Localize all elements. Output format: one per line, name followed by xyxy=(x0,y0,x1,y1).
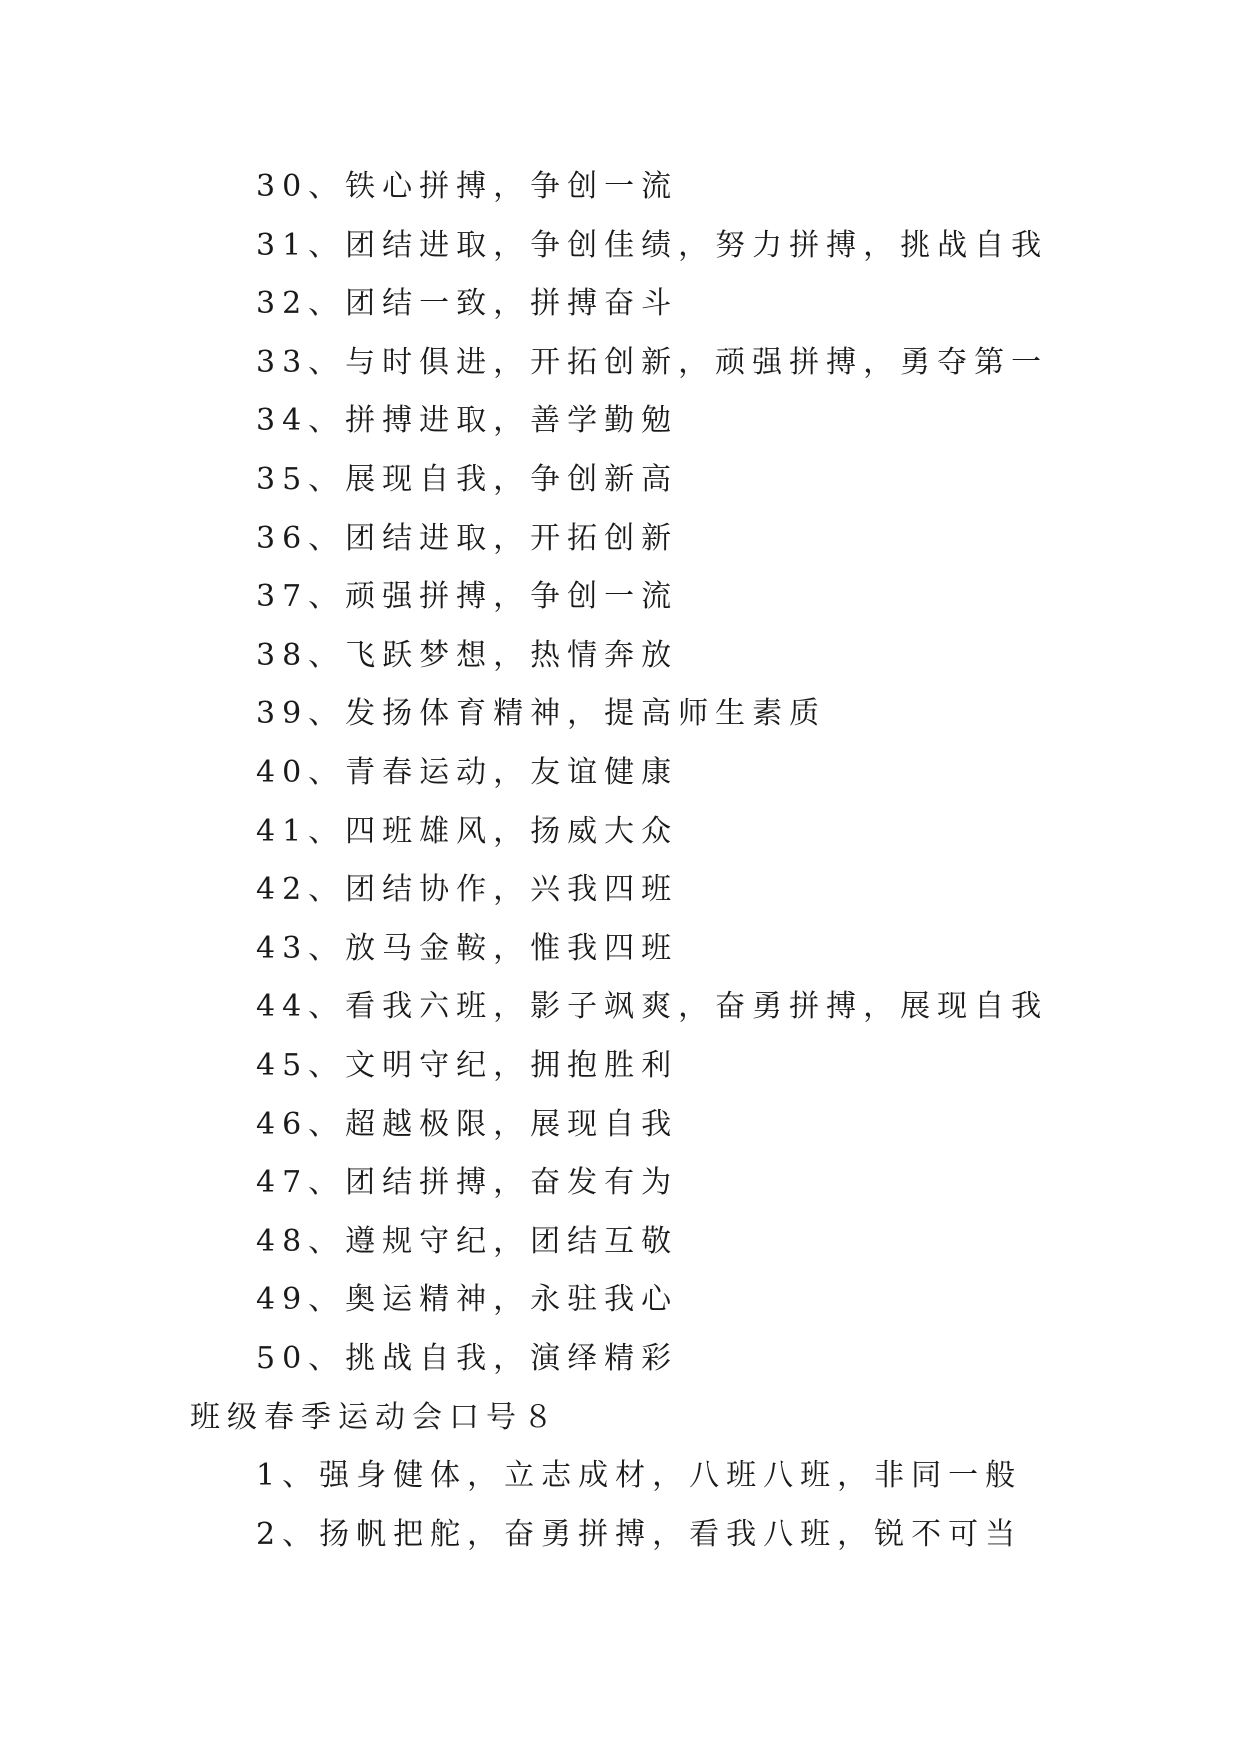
slogan-item: 33、与时俱进，开拓创新，顽强拼搏，勇夺第一 xyxy=(256,344,1049,380)
slogan-item: 41、四班雄风，扬威大众 xyxy=(256,813,679,849)
slogan-item: 36、团结进取，开拓创新 xyxy=(256,520,679,556)
slogan-item: 50、挑战自我，演绎精彩 xyxy=(256,1340,679,1376)
slogan-item: 49、奥运精神，永驻我心 xyxy=(256,1282,679,1318)
slogan-item: 37、顽强拼搏，争创一流 xyxy=(256,579,679,615)
slogan-item: 35、展现自我，争创新高 xyxy=(256,461,679,497)
section-heading: 班级春季运动会口号８ xyxy=(190,1400,560,1435)
slogan-item: 32、团结一致，拼搏奋斗 xyxy=(256,286,679,322)
slogan-item: 47、团结拼搏，奋发有为 xyxy=(256,1165,679,1201)
slogan-item: 1、强身健体，立志成材，八班八班，非同一般 xyxy=(256,1458,1023,1493)
slogan-item: 46、超越极限，展现自我 xyxy=(256,1106,679,1142)
slogan-item: 40、青春运动，友谊健康 xyxy=(256,754,679,790)
slogan-item: 31、团结进取，争创佳绩，努力拼搏，挑战自我 xyxy=(256,227,1049,263)
slogan-item: 42、团结协作，兴我四班 xyxy=(256,872,679,908)
slogan-item: 45、文明守纪，拥抱胜利 xyxy=(256,1047,679,1083)
slogan-list-continued xyxy=(256,158,1048,1388)
slogan-list-8 xyxy=(256,1447,1022,1564)
slogan-item: 48、遵规守纪，团结互敬 xyxy=(256,1223,679,1259)
slogan-item: 34、拼搏进取，善学勤勉 xyxy=(256,403,679,439)
slogan-item: 43、放马金鞍，惟我四班 xyxy=(256,930,679,966)
slogan-item: 2、扬帆把舵，奋勇拼搏，看我八班，锐不可当 xyxy=(256,1516,1023,1552)
slogan-item: 30、铁心拼搏，争创一流 xyxy=(256,169,679,204)
slogan-item: 38、飞跃梦想，热情奔放 xyxy=(256,637,679,673)
slogan-item: 44、看我六班，影子飒爽，奋勇拼搏，展现自我 xyxy=(256,989,1049,1025)
slogan-item: 39、发扬体育精神，提高师生素质 xyxy=(256,696,827,732)
